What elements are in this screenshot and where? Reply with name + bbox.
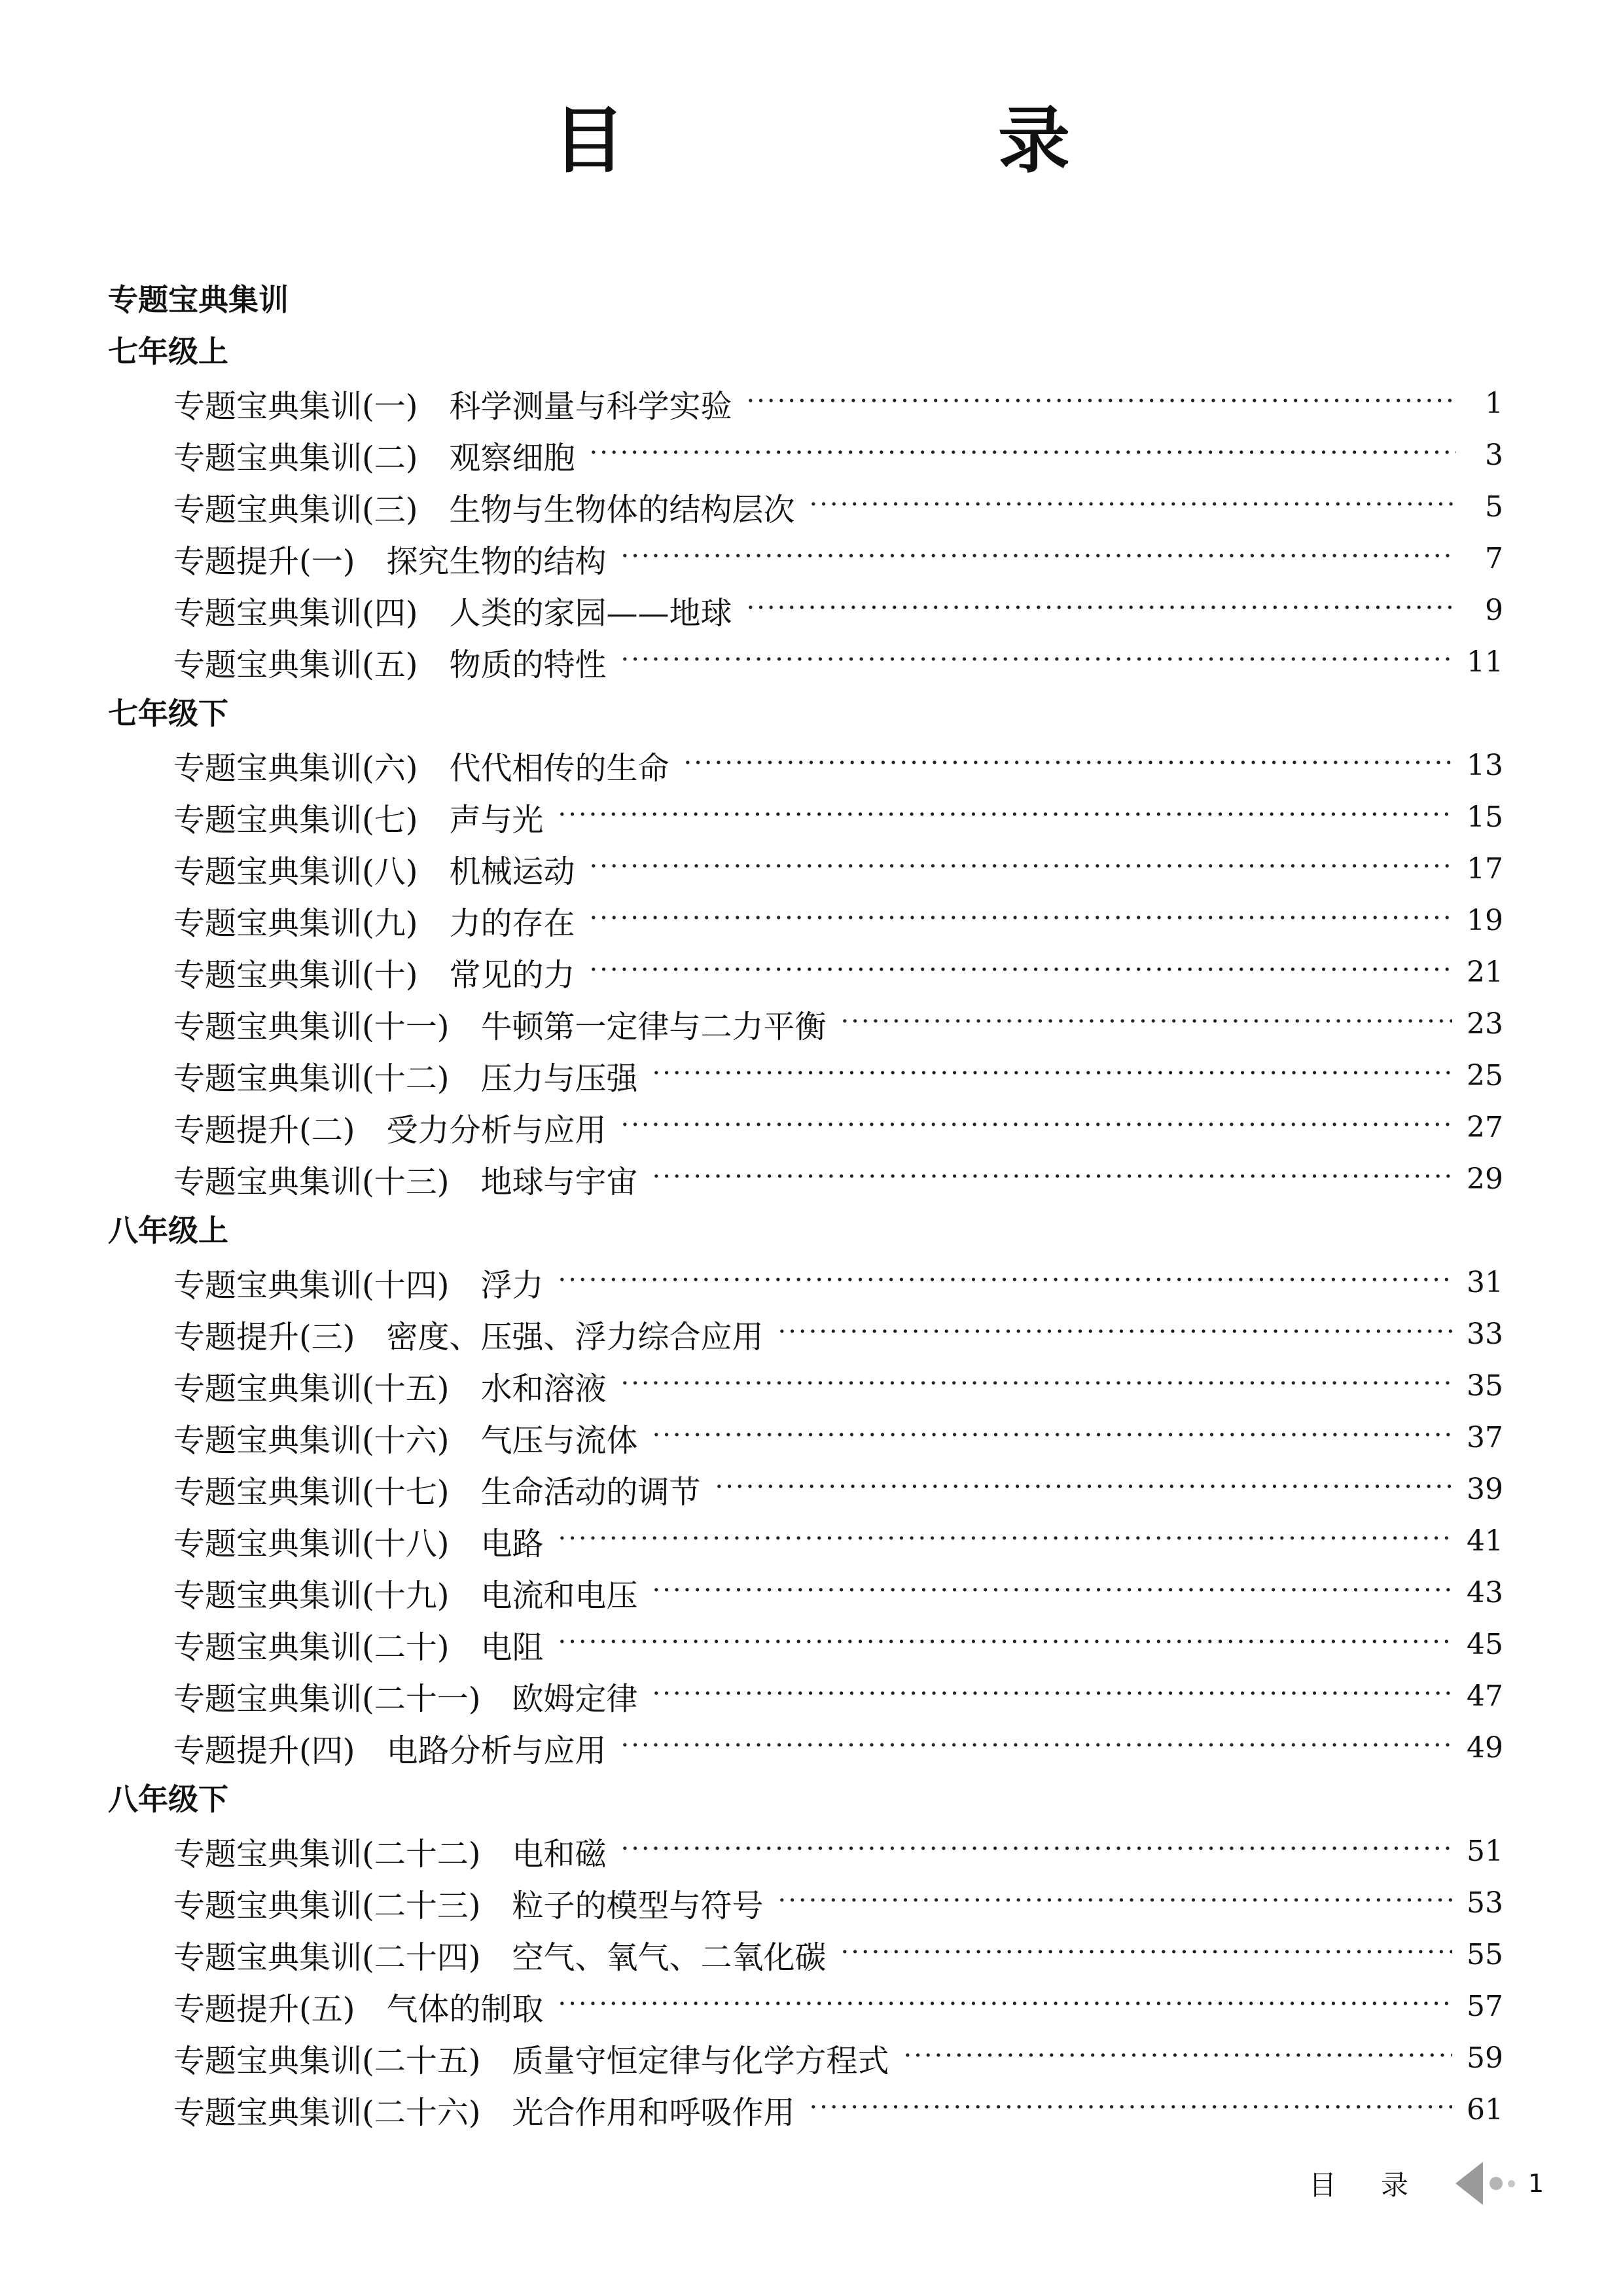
footer-dots	[1489, 2177, 1515, 2190]
dot-leader	[715, 1472, 1452, 1502]
toc-entry[interactable]	[0, 1515, 1503, 1567]
dot-leader	[558, 1989, 1452, 2019]
dot-leader	[620, 1369, 1452, 1399]
dot-leader	[652, 1058, 1452, 1088]
entry-prefix: 专题宝典集训(三)	[173, 492, 418, 528]
entry-prefix: 专题宝典集训(十七)	[173, 1474, 450, 1511]
entry-page-number: 7	[1485, 542, 1503, 575]
entry-title: 生命活动的调节	[480, 1474, 701, 1511]
dot-leader	[558, 1265, 1452, 1295]
entry-title: 欧姆定律	[512, 1681, 638, 1717]
entry-prefix: 专题提升(五)	[173, 1991, 355, 2028]
entry-prefix: 专题宝典集训(二十六)	[173, 2094, 481, 2131]
dot-leader	[777, 1317, 1452, 1347]
entry-page-number: 31	[1467, 1266, 1503, 1299]
entry-prefix: 专题宝典集训(六)	[173, 750, 418, 787]
toc-entry[interactable]	[0, 1825, 1503, 1877]
toc-entry[interactable]	[0, 429, 1503, 481]
entry-prefix: 专题宝典集训(二十一)	[173, 1681, 481, 1717]
table-of-contents	[0, 274, 1623, 2136]
entry-title: 电和磁	[512, 1836, 607, 1873]
dot-leader	[620, 1834, 1452, 1864]
entry-title: 受力分析与应用	[386, 1112, 607, 1149]
entry-page-number: 43	[1467, 1576, 1503, 1609]
entry-page-number: 21	[1467, 956, 1503, 989]
entry-prefix: 专题提升(一)	[173, 543, 355, 580]
entry-page-number: 53	[1467, 1886, 1503, 1920]
dot-leader	[620, 1110, 1452, 1140]
section-heading: 专题宝典集训	[108, 282, 289, 317]
toc-entry[interactable]	[0, 843, 1503, 895]
dot-leader	[620, 541, 1456, 571]
entry-title: 电阻	[480, 1629, 544, 1666]
entry-page-number: 39	[1467, 1473, 1503, 1506]
entry-title: 常见的力	[449, 957, 575, 994]
dot-leader	[589, 438, 1456, 468]
entry-page-number: 37	[1467, 1421, 1503, 1454]
entry-prefix: 专题宝典集训(十九)	[173, 1577, 450, 1614]
entry-prefix: 专题宝典集训(一)	[173, 388, 418, 425]
entry-prefix: 专题宝典集训(五)	[173, 647, 418, 683]
entry-page-number: 11	[1467, 645, 1503, 679]
entry-prefix: 专题宝典集训(七)	[173, 802, 418, 838]
dot-leader	[558, 800, 1452, 830]
toc-entry[interactable]	[0, 1153, 1503, 1205]
dot-leader	[746, 386, 1456, 416]
entry-page-number: 19	[1467, 904, 1503, 937]
entry-page-number: 47	[1467, 1679, 1503, 1713]
toc-entry[interactable]	[0, 998, 1503, 1050]
entry-title: 科学测量与科学实验	[449, 388, 732, 425]
dot-leader	[558, 1524, 1452, 1554]
entry-page-number: 27	[1467, 1111, 1503, 1144]
entry-page-number: 49	[1467, 1731, 1503, 1765]
entry-prefix: 专题宝典集训(二十三)	[173, 1888, 481, 1924]
toc-entry[interactable]	[0, 2032, 1503, 2084]
toc-entry[interactable]	[0, 1412, 1503, 1463]
toc-entry[interactable]	[0, 636, 1503, 688]
entry-title: 气体的制取	[386, 1991, 544, 2028]
entry-title: 观察细胞	[449, 440, 575, 476]
toc-entry[interactable]	[0, 1877, 1503, 1929]
toc-entry[interactable]	[0, 1567, 1503, 1619]
entry-prefix: 专题宝典集训(二十)	[173, 1629, 450, 1666]
left-arrow-icon	[1454, 2161, 1483, 2206]
dot-leader	[652, 1575, 1452, 1605]
entry-title: 探究生物的结构	[386, 543, 607, 580]
entry-page-number: 55	[1467, 1938, 1503, 1971]
section-heading: 七年级下	[108, 696, 228, 731]
entry-page-number: 33	[1467, 1318, 1503, 1351]
entry-title: 声与光	[449, 802, 544, 838]
entry-title: 光合作用和呼吸作用	[512, 2094, 795, 2131]
toc-entry[interactable]	[0, 584, 1503, 636]
toc-entry[interactable]	[0, 740, 1503, 791]
entry-prefix: 专题宝典集训(二)	[173, 440, 418, 476]
entry-title: 力的存在	[449, 905, 575, 942]
entry-prefix: 专题宝典集训(四)	[173, 595, 418, 632]
page-title: 目 录	[553, 99, 1221, 183]
entry-page-number: 51	[1467, 1835, 1503, 1868]
entry-title: 质量守恒定律与化学方程式	[512, 2043, 889, 2079]
toc-entry[interactable]	[0, 895, 1503, 946]
entry-title: 浮力	[480, 1267, 544, 1304]
entry-page-number: 61	[1467, 2093, 1503, 2126]
toc-entry[interactable]	[0, 1670, 1503, 1722]
section-heading: 八年级下	[108, 1782, 228, 1817]
dot-leader	[903, 2041, 1452, 2071]
entry-prefix: 专题提升(三)	[173, 1319, 355, 1355]
entry-title: 牛顿第一定律与二力平衡	[480, 1009, 827, 1045]
dot-leader	[589, 852, 1452, 882]
toc-entry[interactable]	[0, 791, 1503, 843]
entry-title: 空气、氧气、二氧化碳	[512, 1939, 827, 1976]
entry-title: 气压与流体	[480, 1422, 638, 1459]
entry-prefix: 专题宝典集训(十六)	[173, 1422, 450, 1459]
entry-title: 电流和电压	[480, 1577, 638, 1614]
dot-leader	[652, 1420, 1452, 1450]
entry-prefix: 专题宝典集训(二十五)	[173, 2043, 481, 2079]
entry-title: 代代相传的生命	[449, 750, 669, 787]
entry-title: 机械运动	[449, 853, 575, 890]
toc-entry[interactable]	[0, 1722, 1503, 1774]
entry-prefix: 专题宝典集训(十一)	[173, 1009, 450, 1045]
entry-page-number: 13	[1467, 749, 1503, 782]
toc-entry[interactable]	[0, 1102, 1503, 1153]
section-heading: 八年级上	[108, 1213, 228, 1248]
dot-leader	[840, 1007, 1452, 1037]
toc-entry[interactable]	[0, 1257, 1503, 1308]
toc-entry[interactable]	[0, 1981, 1503, 2032]
entry-page-number: 5	[1485, 490, 1503, 524]
dot-leader	[746, 593, 1456, 623]
entry-title: 人类的家园——地球	[449, 595, 732, 632]
entry-title: 粒子的模型与符号	[512, 1888, 764, 1924]
entry-title: 物质的特性	[449, 647, 607, 683]
entry-page-number: 29	[1467, 1162, 1503, 1196]
entry-page-number: 41	[1467, 1524, 1503, 1558]
entry-prefix: 专题宝典集训(十)	[173, 957, 418, 994]
entry-prefix: 专题宝典集训(十八)	[173, 1526, 450, 1562]
section-heading: 七年级上	[108, 334, 228, 369]
entry-prefix: 专题宝典集训(八)	[173, 853, 418, 890]
entry-prefix: 专题宝典集训(二十四)	[173, 1939, 481, 1976]
entry-page-number: 9	[1485, 594, 1503, 627]
dot-leader	[589, 955, 1452, 985]
entry-prefix: 专题宝典集训(十三)	[173, 1164, 450, 1200]
entry-prefix: 专题提升(二)	[173, 1112, 355, 1149]
entry-prefix: 专题宝典集训(十二)	[173, 1060, 450, 1097]
dot-leader	[777, 1886, 1452, 1916]
entry-page-number: 45	[1467, 1628, 1503, 1661]
toc-entry[interactable]	[0, 946, 1503, 998]
entry-title: 压力与压强	[480, 1060, 638, 1097]
toc-entry[interactable]	[0, 378, 1503, 429]
dot-leader	[620, 1731, 1452, 1761]
toc-entry[interactable]	[0, 1050, 1503, 1102]
toc-entry[interactable]	[0, 1308, 1503, 1360]
entry-page-number: 59	[1467, 2041, 1503, 2075]
dot-leader	[809, 2092, 1452, 2123]
dot-leader	[683, 748, 1452, 778]
dot-leader	[558, 1627, 1452, 1657]
entry-prefix: 专题宝典集训(二十二)	[173, 1836, 481, 1873]
entry-title: 密度、压强、浮力综合应用	[386, 1319, 764, 1355]
dot-leader	[652, 1679, 1452, 1709]
toc-entry[interactable]	[0, 2084, 1503, 2136]
toc-entry[interactable]	[0, 1360, 1503, 1412]
toc-entry[interactable]	[0, 1929, 1503, 1981]
dot-leader	[840, 1937, 1452, 1967]
entry-prefix: 专题提升(四)	[173, 1732, 355, 1769]
dot-icon	[1508, 2180, 1515, 2187]
entry-page-number: 35	[1467, 1369, 1503, 1403]
toc-entry[interactable]	[0, 1619, 1503, 1670]
dot-leader	[652, 1162, 1452, 1192]
entry-title: 电路分析与应用	[386, 1732, 607, 1769]
entry-page-number: 17	[1467, 852, 1503, 886]
entry-title: 生物与生物体的结构层次	[449, 492, 795, 528]
toc-entry[interactable]	[0, 1463, 1503, 1515]
dot-icon	[1489, 2177, 1503, 2190]
page-number: 1	[1528, 2169, 1544, 2198]
entry-title: 水和溶液	[480, 1371, 607, 1407]
entry-title: 电路	[480, 1526, 544, 1562]
entry-page-number: 15	[1467, 800, 1503, 834]
toc-entry[interactable]	[0, 533, 1503, 584]
toc-entry[interactable]	[0, 481, 1503, 533]
entry-page-number: 3	[1485, 439, 1503, 472]
entry-page-number: 57	[1467, 1990, 1503, 2023]
entry-page-number: 25	[1467, 1059, 1503, 1092]
dot-leader	[620, 645, 1452, 675]
entry-prefix: 专题宝典集训(十四)	[173, 1267, 450, 1304]
entry-page-number: 23	[1467, 1007, 1503, 1041]
entry-prefix: 专题宝典集训(九)	[173, 905, 418, 942]
entry-prefix: 专题宝典集训(十五)	[173, 1371, 450, 1407]
page-footer	[1309, 2157, 1544, 2210]
dot-leader	[809, 490, 1456, 520]
footer-label: 目录	[1309, 2169, 1454, 2201]
entry-page-number: 1	[1485, 387, 1503, 420]
entry-title: 地球与宇宙	[480, 1164, 638, 1200]
dot-leader	[589, 903, 1452, 933]
